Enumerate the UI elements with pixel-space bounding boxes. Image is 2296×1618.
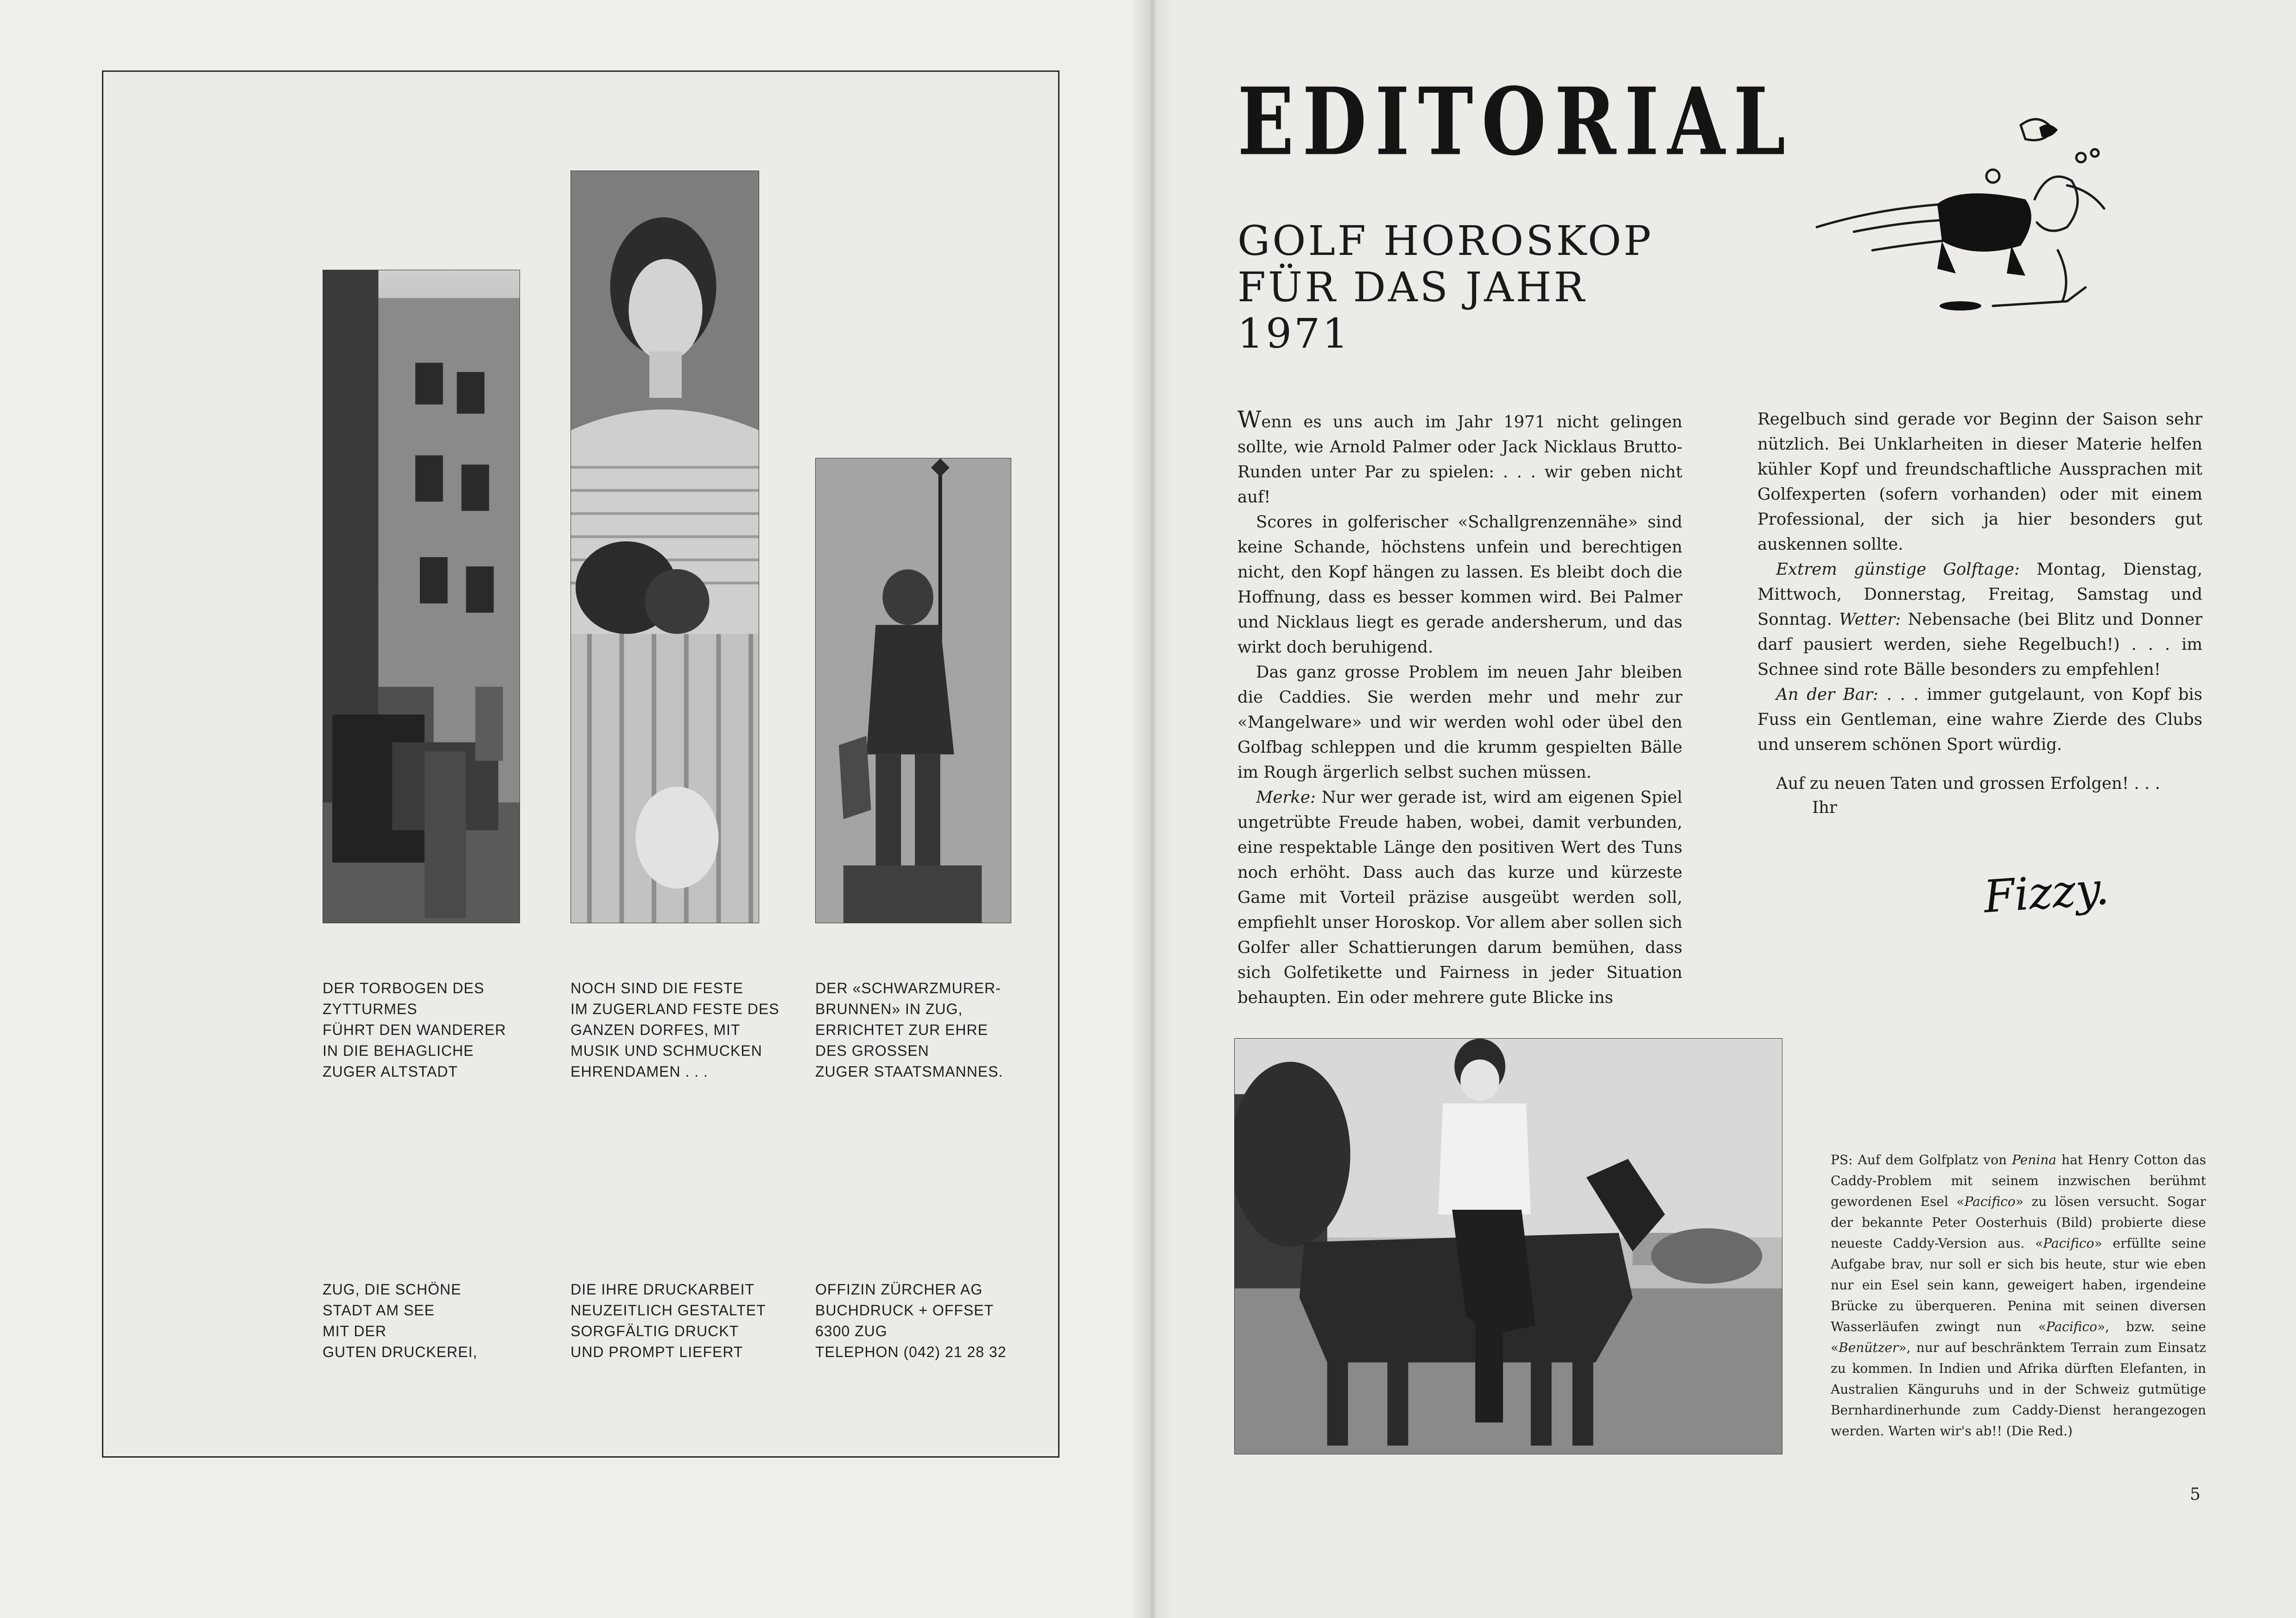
photo-festival-lady [571, 171, 759, 923]
ps-text-4: » erfüllte seine Aufgabe brav, nur soll er sich bis heute, stur wie eben nur ein Esel sein kann, geweigert haben, irgendeine Brücke zu überqueren. Penina mit seinen diversen Wasserläufen zwingt nun « [1831, 1236, 2206, 1334]
photo-donkey-caddy [1234, 1038, 1782, 1454]
photo-old-town-gate [323, 270, 520, 923]
ps-penina: Penina [2012, 1152, 2056, 1167]
paragraph-1-text: enn es uns auch im Jahr 1971 nicht gelingen sollte, wie Arnold Palmer oder Jack Nicklaus Brutto-Runden unter Par zu spielen: . . . wir geben nicht auf! [1237, 412, 1682, 507]
headline-line-2: FÜR DAS JAHR [1237, 263, 1587, 311]
imprint-service: DIE IHRE DRUCKARBEIT NEUZEITLICH GESTALTET SORGFÄLTIG DRUCKT UND PROMPT LIEFERT [571, 1281, 766, 1360]
imprint-town: ZUG, DIE SCHÖNE STADT AM SEE MIT DER GUTEN DRUCKEREI, [323, 1281, 478, 1360]
paragraph-4-text: Nur wer gerade ist, wird am eigenen Spiel ungetrübte Freude haben, wobei, damit verbunden, eine respektable Länge den positiven Wert des Tuns noch erhöht. Dass auch das kurze und kürzeste Game mit Vorteil präzise ausgeübt werden soll, empfiehlt unser Horoskop. Vor allem aber sollen sich Golfer aller Schattierungen darum bemühen, dass sich Golfetikette und Fairness in jeder Situation behaupten. Ein oder mehrere gute Blicke ins [1237, 788, 1682, 1007]
headline-line-1: GOLF HOROSKOP [1237, 217, 1654, 265]
signature-fizzy: Fizzy. [1982, 862, 2111, 923]
page-number: 5 [2190, 1485, 2201, 1504]
ps-pacifico-1: Pacifico [1964, 1194, 2016, 1209]
paragraph-7 [1757, 682, 2202, 757]
closing-ihr: Ihr [1812, 798, 1837, 817]
paragraph-7-text: . . . immer gutgelaunt, von Kopf bis Fuss ein Gentleman, eine wahre Zierde des Clubs und unserem schönen Sport würdig. [1757, 685, 2202, 754]
caption-old-town-gate: DER TORBOGEN DES ZYTTURMES FÜHRT DEN WANDERER IN DIE BEHAGLICHE ZUGER ALTSTADT [323, 980, 507, 1080]
paragraph-1 [1237, 407, 1682, 510]
ps-text-5: », bzw. seine « [1831, 1319, 2206, 1355]
paragraph-2: Scores in golferischer «Schallgrenzennähe» sind keine Schande, höchstens unfein und berechtigen nicht, den Kopf hängen zu lassen. Es bleibt doch die Hoffnung, dass es besser kommen wird. Bei Palmer und Nicklaus liegt es gerade andersherum, und das wirkt doch beruhigend. [1237, 513, 1682, 657]
article-headline [1237, 218, 1682, 357]
street-scene-image [323, 270, 520, 923]
ps-pacifico-3: Pacifico [2046, 1319, 2097, 1334]
ps-text-2: hat Henry Cotton das Caddy-Problem mit seinem inzwischen berühmt gewordenen Esel « [1831, 1152, 2207, 1209]
caption-statue-fountain: DER «SCHWARZMURER- BRUNNEN» IN ZUG, ERRICHTET ZUR EHRE DES GROSSEN ZUGER STAATSMANNES. [815, 980, 1003, 1080]
paragraph-4 [1237, 785, 1682, 1010]
paragraph-6-text: Montag, Dienstag, Mittwoch, Donnerstag, Freitag, Samstag und Sonntag. [1757, 560, 2202, 629]
paragraph-5: Regelbuch sind gerade vor Beginn der Saison sehr nützlich. Bei Unklarheiten in dieser Materie helfen kühler Kopf und freundschaftliche Aussprachen mit Golfexperten (sofern vorhanden) oder mit einem Professional, der sich ja hier besonders gut auskennen sollte. [1757, 410, 2202, 554]
ps-text-6: », nur auf beschränktem Terrain zum Einsatz zu kommen. In Indien und Afrika dürften Elefanten, in Australien Känguruhs und in der Schweiz gutmütige Bernhardinerhunde zum Caddy-Dienst herangezogen werden. Warten wir's ab!! (Die Red.) [1831, 1340, 2206, 1439]
masthead-editorial: EDITORIAL [1237, 67, 1794, 176]
book-gutter [1131, 0, 1173, 1618]
paragraph-6 [1757, 557, 2202, 682]
ps-text-3: » zu lösen versucht. Sogar der bekannte Peter Oosterhuis (Bild) probierte diese neueste Caddy-Version aus. « [1831, 1194, 2206, 1251]
printer-advertisement [102, 70, 1059, 1458]
ps-benuetzer: Benützer [1839, 1340, 1899, 1355]
lady-portrait-image [571, 171, 759, 923]
photo-statue-fountain [815, 458, 1011, 923]
caption-festival-lady: NOCH SIND DIE FESTE IM ZUGERLAND FESTE DES GANZEN DORFES, MIT MUSIK UND SCHMUCKEN EHRENDAMEN . . . [571, 980, 780, 1080]
paragraph-3: Das ganz grosse Problem im neuen Jahr bleiben die Caddies. Sie werden mehr und mehr zur «Mangelware» und wir werden wohl oder übel den Golfbag schleppen und die krumm gespielten Bälle im Rough ärgerlich selbst suchen müssen. [1237, 663, 1682, 782]
article-column-1 [1237, 407, 1682, 1010]
wetter-label: Wetter: [1839, 610, 1901, 629]
bar-label: An der Bar: [1776, 685, 1878, 704]
postscript-note [1831, 1149, 2206, 1441]
imprint-address: OFFIZIN ZÜRCHER AG BUCHDRUCK + OFFSET 6300 ZUG TELEPHON (042) 21 28 32 [815, 1281, 1007, 1360]
ps-pacifico-2: Pacifico [2043, 1236, 2094, 1251]
golfer-cartoon-illustration [1808, 111, 2113, 329]
paragraph-6b-text: Nebensache (bei Blitz und Donner darf pausiert werden, siehe Regelbuch!) . . . im Schnee sind rote Bälle besonders zu empfehlen! [1757, 610, 2202, 679]
ps-text-1: PS: Auf dem Golfplatz von [1831, 1152, 2012, 1167]
statue-image [816, 458, 1011, 923]
donkey-golf-image [1235, 1039, 1782, 1454]
merke-label: Merke: [1256, 788, 1316, 807]
article-column-2 [1757, 407, 2202, 757]
drop-cap: W [1237, 406, 1262, 433]
closing-line: Auf zu neuen Taten und grossen Erfolgen! . . . [1776, 774, 2160, 793]
golftage-label: Extrem günstige Golftage: [1776, 560, 2020, 579]
headline-line-3: 1971 [1237, 310, 1351, 357]
